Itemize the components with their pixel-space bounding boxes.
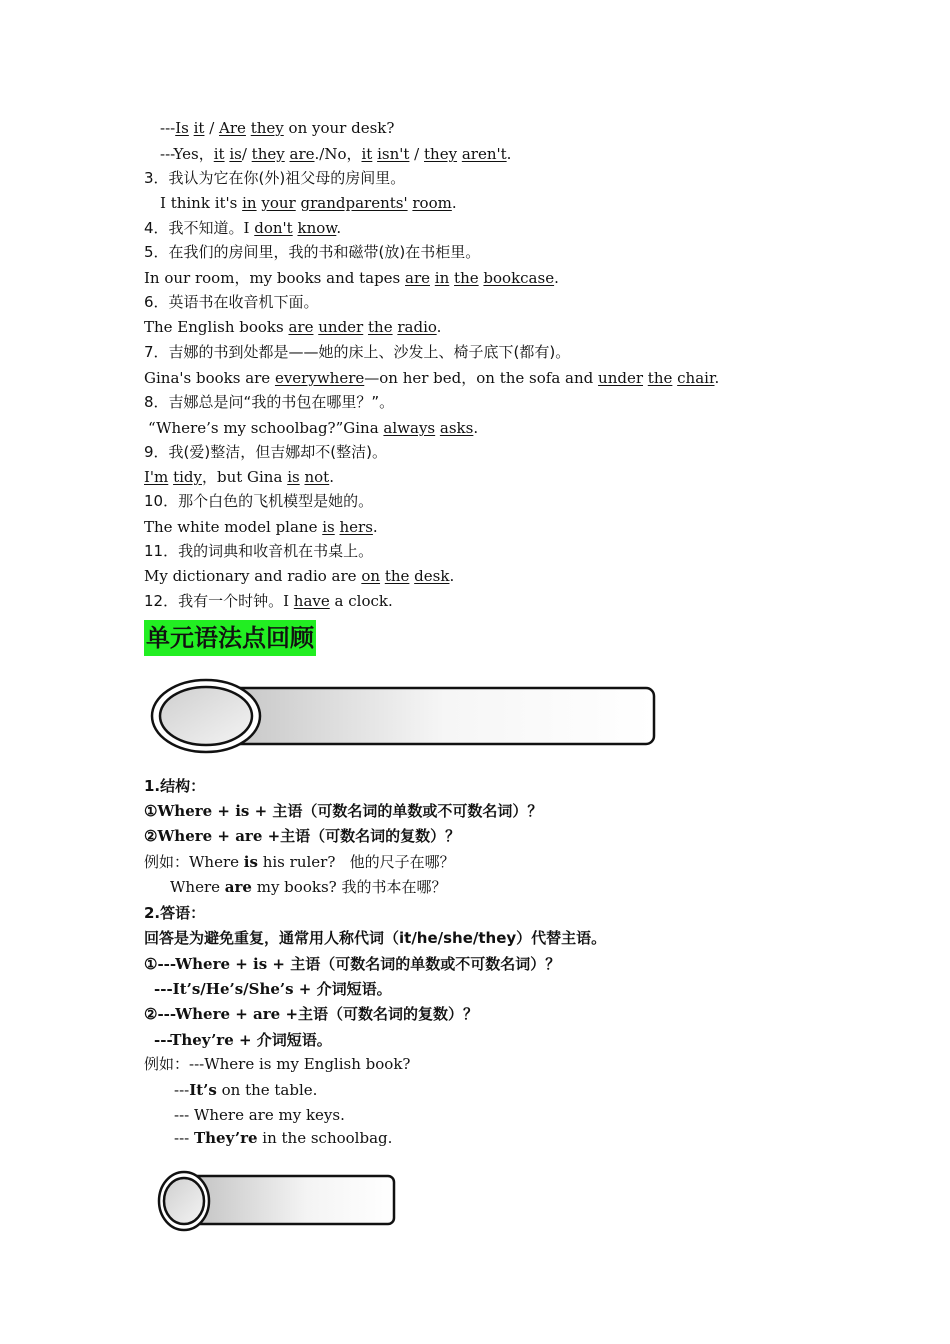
question-line-l14: 9．我(爱)整洁，但吉娜却不(整洁)。: [144, 443, 387, 461]
decorative-banner-large: [148, 678, 660, 754]
answer-line-l11: Gina's books are everywhere—on her bed，on the sofa and under the chair.: [144, 369, 720, 387]
answer-pattern-2-reply: ---They’re + 介词短语。: [154, 1031, 332, 1049]
answer-line-l17: The white model plane is hers.: [144, 518, 378, 536]
answer-line-l15: I'm tidy，but Gina is not.: [144, 468, 334, 486]
answer-rule: 回答是为避免重复，通常用人称代词（it/he/she/they）代替主语。: [144, 929, 607, 947]
question-answer-line-l5: 4．我不知道。I don't know.: [144, 219, 342, 237]
answer-pattern-1-question: ①---Where + is + 主语（可数名词的单数或不可数名词）？: [144, 955, 561, 973]
structure-heading: 1.结构：: [144, 777, 206, 795]
question-line-l6: 5．在我们的房间里，我的书和磁带(放)在书柜里。: [144, 243, 481, 261]
answer-line-l19: My dictionary and radio are on the desk.: [144, 567, 455, 585]
question-line-l8: 6．英语书在收音机下面。: [144, 293, 319, 311]
question-line-l16: 10．那个白色的飞机模型是她的。: [144, 492, 374, 510]
answer-line-l9: The English books are under the radio.: [144, 318, 442, 336]
answer-line-l1: ---Is it / Are they on your desk?: [160, 119, 395, 137]
answer-line-l2: ---Yes，it is/ they are./No，it isn't / they aren't.: [160, 145, 512, 163]
answer-line-l13: “Where’s my schoolbag?”Gina always asks.: [148, 419, 479, 437]
answer-example-4: --- They’re in the schoolbag.: [174, 1129, 393, 1147]
question-line-l12: 8．吉娜总是问“我的书包在哪里？”。: [144, 393, 395, 411]
question-line-l18: 11．我的词典和收音机在书桌上。: [144, 542, 374, 560]
decorative-banner-small: [156, 1170, 400, 1234]
answer-example-3: --- Where are my keys.: [174, 1106, 345, 1124]
answer-pattern-2-question: ②---Where + are +主语（可数名词的复数）？: [144, 1005, 479, 1023]
answer-example-1: 例如：---Where is my English book?: [144, 1055, 411, 1073]
structure-pattern-1: ①Where + is + 主语（可数名词的单数或不可数名词）？: [144, 802, 543, 820]
answer-line-l7: In our room，my books and tapes are in the bookcase.: [144, 269, 559, 287]
section-heading: 单元语法点回顾: [144, 620, 316, 656]
question-line-l10: 7．吉娜的书到处都是——她的床上、沙发上、椅子底下(都有)。: [144, 343, 571, 361]
structure-example-1: 例如：Where is his ruler? 他的尺子在哪？: [144, 853, 455, 871]
answer-line-l4: I think it's in your grandparents' room.: [160, 194, 457, 212]
answer-example-2: ---It’s on the table.: [174, 1081, 318, 1099]
question-answer-line-l20: 12．我有一个时钟。I have a clock.: [144, 592, 393, 610]
structure-example-2: Where are my books? 我的书本在哪？: [170, 878, 447, 896]
answer-pattern-1-reply: ---It’s/He’s/She’s + 介词短语。: [154, 980, 392, 998]
structure-pattern-2: ②Where + are +主语（可数名词的复数）？: [144, 827, 461, 845]
question-line-l3: 3．我认为它在你(外)祖父母的房间里。: [144, 169, 406, 187]
answer-heading: 2.答语：: [144, 904, 206, 922]
